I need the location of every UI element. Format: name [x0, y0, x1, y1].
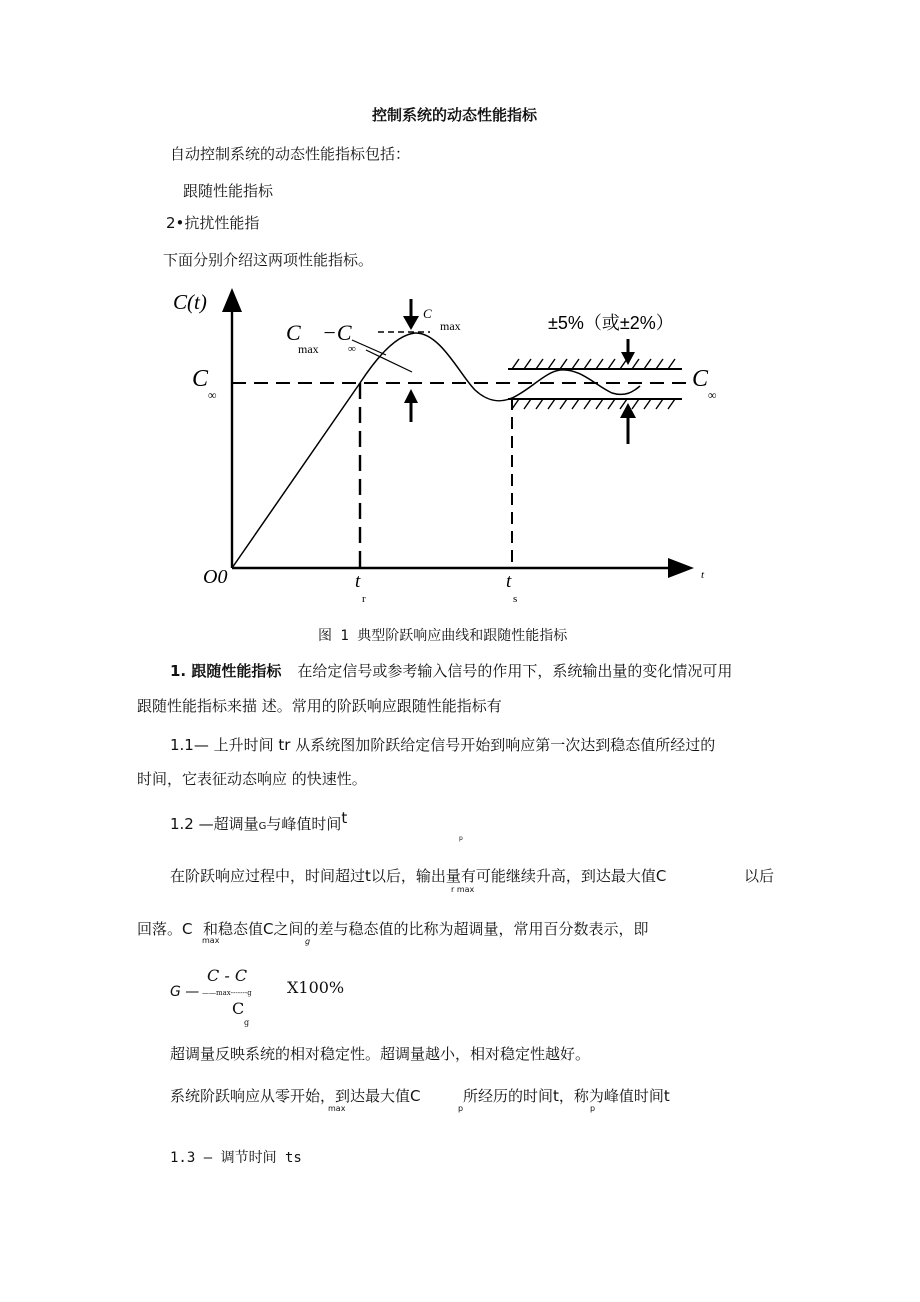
- cmax-diff-sub: max: [298, 342, 319, 356]
- paragraph-4-p1: p: [458, 1104, 464, 1113]
- paragraph-4-a: 系统阶跃响应从零开始，到达最大值C: [170, 1087, 421, 1105]
- cmax-diff-inf: ∞: [348, 343, 356, 355]
- label-pointer-2: [366, 350, 412, 372]
- paragraph-2-a: 回落。C: [137, 920, 193, 938]
- section-1-2-p-sub: p: [459, 835, 463, 842]
- figure-caption: 图 1 典型阶跃响应曲线和跟随性能指标: [318, 628, 568, 644]
- section-1-text-a: 在给定信号或参考输入信号的作用下，系统输出量的变化情况可用: [297, 662, 733, 680]
- paragraph-2-b: 和稳态值C之间的差与稳态值的比称为超调量，常用百分数表示，即: [203, 920, 649, 938]
- x-axis-arrow: [668, 558, 694, 578]
- section-1-2-heading: [170, 809, 348, 834]
- formula-g: G —: [170, 984, 200, 1000]
- x-axis-label: t: [701, 569, 705, 581]
- list-item-disturbance: 2•抗扰性能指: [166, 214, 260, 232]
- section-1-3-heading: 1.3 — 调节时间 ts: [170, 1150, 302, 1166]
- paragraph-3: 超调量反映系统的相对稳定性。超调量越小，相对稳定性越好。: [170, 1045, 591, 1063]
- tolerance-hatch-upper: [512, 359, 675, 369]
- label-pointer-1: [352, 340, 386, 355]
- lead-text: 下面分别介绍这两项性能指标。: [163, 251, 374, 269]
- section-1-2-head-text: 1.2 —超调量: [170, 815, 259, 833]
- peak-arrow-down-head: [403, 316, 419, 330]
- paragraph-4-b: 所经历的时间t，称为峰值时间t: [463, 1087, 670, 1105]
- cmax-diff-c: C: [286, 320, 301, 345]
- c-inf-right-label: C: [692, 366, 709, 392]
- formula-denominator-sub: g: [244, 1018, 250, 1027]
- tolerance-hatch-lower: [512, 399, 675, 409]
- c-inf-right-sub: ∞: [708, 388, 717, 402]
- formula-line: ——max-------g: [202, 989, 252, 997]
- formula-x100: X100%: [287, 978, 345, 997]
- paragraph-2-max: max: [202, 936, 220, 945]
- section-1-heading: 1. 跟随性能指标: [170, 662, 282, 680]
- cmax-label: C: [423, 306, 432, 321]
- section-1-2-t: t: [341, 809, 348, 827]
- y-axis-arrow: [222, 288, 242, 312]
- c-inf-left-label: C: [192, 366, 209, 392]
- section-1-2-mid: 与峰值时间: [266, 815, 342, 833]
- section-1-text-b: 跟随性能指标来描 述。常用的阶跃响应跟随性能指标有: [137, 697, 502, 715]
- paragraph-1-a: 在阶跃响应过程中，时间超过t以后，输出量有可能继续升高，到达最大值C: [170, 867, 667, 885]
- cmax-sub: max: [440, 319, 461, 333]
- section-1-1-line-b: 时间，它表征动态响应 的快速性。: [137, 770, 367, 788]
- paragraph-1-sub: r max: [451, 885, 475, 894]
- paragraph-1-b: 以后: [744, 867, 775, 885]
- y-axis-label: C(t): [173, 290, 207, 314]
- paragraph-2-g: g: [305, 937, 311, 946]
- c-inf-left-sub: ∞: [208, 388, 217, 402]
- intro-text: 自动控制系统的动态性能指标包括：: [170, 145, 411, 163]
- section-1-1-line-a: 1.1— 上升时间 tr 从系统图加阶跃给定信号开始到响应第一次达到稳态值所经过的: [170, 736, 716, 754]
- ts-label: t: [506, 571, 512, 592]
- paragraph-4-max: max: [328, 1104, 346, 1113]
- tolerance-label: ±5%（或±2%）: [548, 313, 674, 333]
- tr-label: t: [355, 571, 361, 592]
- cmax-diff-minus: −C: [322, 320, 352, 345]
- page-title: 控制系统的动态性能指标: [372, 106, 538, 124]
- list-item-tracking: 跟随性能指标: [183, 182, 274, 200]
- formula-numerator: C - C: [207, 966, 248, 985]
- tr-sub: r: [362, 593, 366, 605]
- formula-denominator: C: [232, 999, 245, 1018]
- section-1-line-a: [170, 660, 732, 681]
- ts-sub: s: [513, 593, 518, 605]
- section-1-2-g: G: [258, 821, 267, 832]
- paragraph-4-p2: p: [590, 1104, 596, 1113]
- band-arrow-down-head: [621, 352, 635, 365]
- peak-arrow-up-head: [404, 389, 418, 403]
- origin-label: O0: [203, 566, 228, 588]
